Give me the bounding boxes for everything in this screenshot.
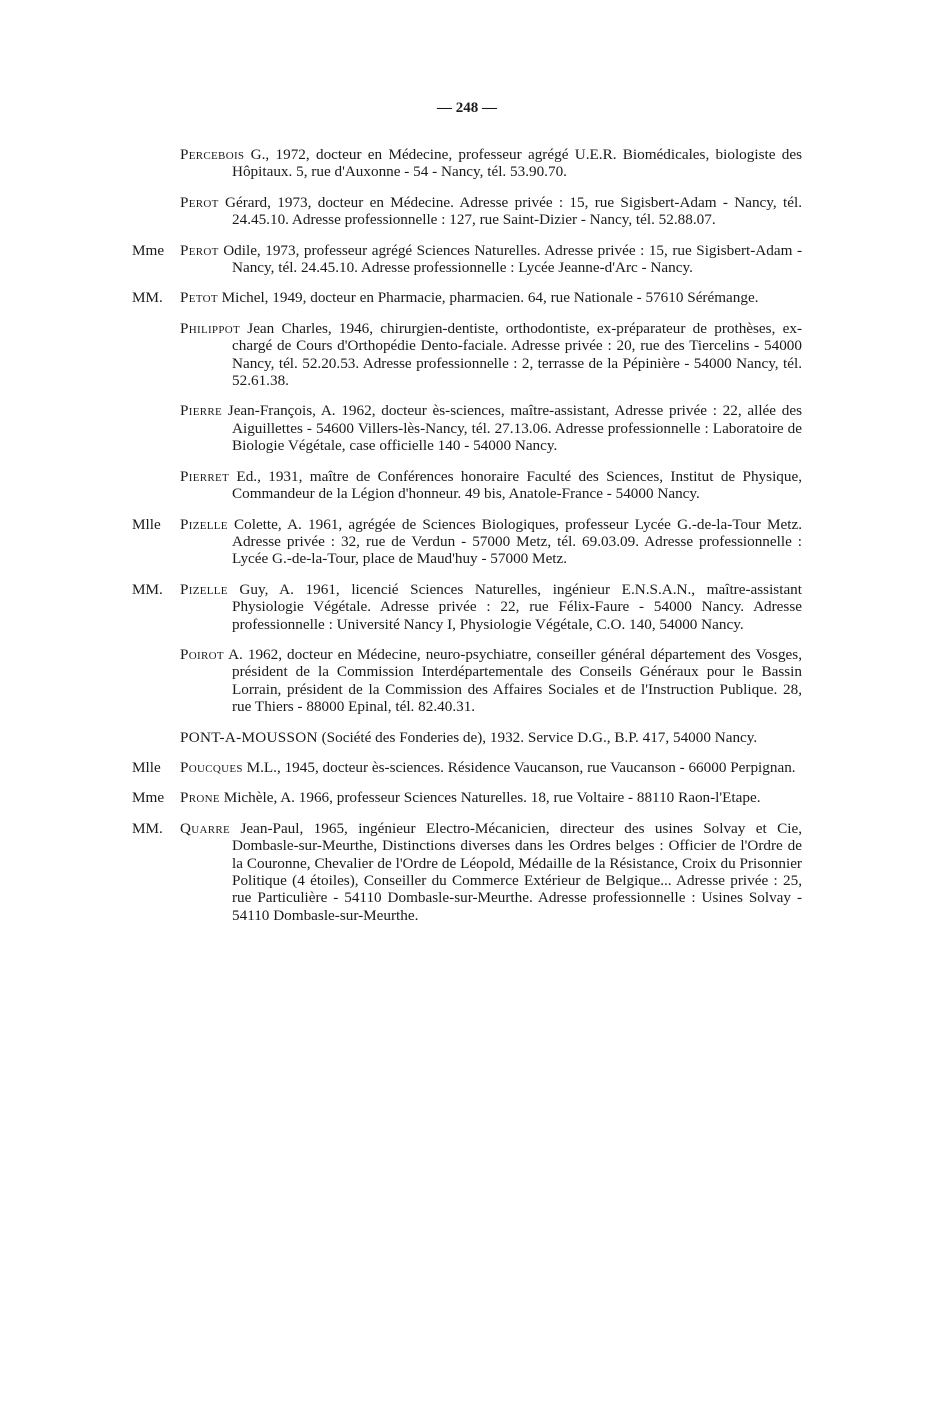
- entry-surname: Perot: [180, 193, 219, 211]
- directory-entry: [132, 320, 802, 390]
- entry-details: Guy, A. 1961, licencié Sciences Naturelles, ingénieur E.N.S.A.N., maître-assistant Physiologie Végétale. Adresse privée : 22, rue Félix-Faure - 54000 Nancy. Adresse professionnelle : Université Nancy I, Physiologie Végétale, C.O. 140, 54000 Nancy.: [232, 580, 802, 633]
- entry-surname: Poucques: [180, 758, 243, 776]
- directory-entry: [132, 468, 802, 503]
- entry-title-prefix: MM.: [132, 289, 163, 307]
- entry-surname: Prone: [180, 789, 220, 807]
- entry-details: Gérard, 1973, docteur en Médecine. Adresse privée : 15, rue Sigisbert-Adam - Nancy, tél. 24.45.10. Adresse professionnelle : 127, rue Saint-Dizier - Nancy, tél. 52.88.07.: [224, 193, 802, 229]
- directory-entry: [132, 729, 802, 746]
- directory-entry: [132, 194, 802, 229]
- entry-title-prefix: Mlle: [132, 758, 161, 776]
- directory-entry: [132, 759, 802, 776]
- entry-surname: Petot: [180, 289, 218, 307]
- directory-entry: [132, 581, 802, 633]
- directory-entry: [132, 646, 802, 716]
- entry-details: G., 1972, docteur en Médecine, professeur agrégé U.E.R. Biomédicales, biologiste des Hôpitaux. 5, rue d'Auxonne - 54 - Nancy, tél. 53.90.70.: [232, 146, 803, 181]
- directory-entry: [132, 146, 802, 181]
- entry-surname: Philippot: [180, 319, 241, 337]
- directory-entry: [132, 820, 802, 924]
- entry-details: Michèle, A. 1966, professeur Sciences Naturelles. 18, rue Voltaire - 88110 Raon-l'Etape.: [223, 789, 761, 807]
- entry-details: Jean-Paul, 1965, ingénieur Electro-Mécanicien, directeur des usines Solvay et Cie, Dombasle-sur-Meurthe, Distinctions diverses dans les Ordres belges : Officier de l'Ordre de la Couronne, Chevalier de l'Ordre de Léopold, Médaille de la Résistance, Croix du Prisonnier Politique (4 étoiles), Conseiller du Commerce Extérieur de Belgique... Adresse privée : 25, rue Particulière - 54110 Dombasle-sur-Meurthe. Adresse professionnelle : Usines Solvay - 54110 Dombasle-sur-Meurthe.: [232, 819, 803, 924]
- entry-details: (Société des Fonderies de), 1932. Service D.G., B.P. 417, 54000 Nancy.: [321, 728, 758, 746]
- entry-surname: Pierret: [180, 467, 230, 485]
- directory-entry: [132, 789, 802, 806]
- entry-surname: Quarre: [180, 819, 231, 837]
- entry-surname: Pierre: [180, 402, 223, 420]
- entry-title-prefix: Mme: [132, 789, 165, 807]
- entry-surname: PONT-A-MOUSSON: [180, 728, 318, 746]
- entry-details: Jean Charles, 1946, chirurgien-dentiste, orthodontiste, ex-préparateur de prothèses, ex-chargé de Cours d'Orthopédie Dento-faciale. Adresse privée : 20, rue des Tiercelins - 54000 Nancy, tél. 52.20.53. Adresse professionnelle : 2, terrasse de la Pépinière - 54000 Nancy, tél. 52.61.38.: [232, 319, 802, 390]
- entry-details: M.L., 1945, docteur ès-sciences. Résidence Vaucanson, rue Vaucanson - 66000 Perpignan.: [246, 758, 796, 776]
- entry-surname: Percebois: [180, 146, 245, 163]
- page-number: — 248 —: [437, 100, 497, 116]
- directory-entry: [132, 242, 802, 277]
- entry-details: Odile, 1973, professeur agrégé Sciences Naturelles. Adresse privée : 15, rue Sigisbert-Adam - Nancy, tél. 24.45.10. Adresse professionnelle : Lycée Jeanne-d'Arc - Nancy.: [223, 241, 802, 277]
- entry-surname: Perot: [180, 241, 219, 259]
- entry-title-prefix: Mme: [132, 241, 165, 259]
- entry-details: Colette, A. 1961, agrégée de Sciences Biologiques, professeur Lycée G.-de-la-Tour Metz. Adresse privée : 32, rue de Verdun - 57000 Metz, tél. 69.03.09. Adresse professionnelle : Lycée G.-de-la-Tour, place de Maud'huy - 57000 Metz.: [232, 515, 802, 568]
- entry-title-prefix: MM.: [132, 819, 163, 837]
- directory-list: [132, 146, 802, 937]
- entry-surname: Pizelle: [180, 580, 228, 598]
- entry-title-prefix: MM.: [132, 580, 163, 598]
- directory-entry: [132, 402, 802, 454]
- entry-details: Michel, 1949, docteur en Pharmacie, pharmacien. 64, rue Nationale - 57610 Sérémange.: [221, 289, 759, 307]
- entry-details: Jean-François, A. 1962, docteur ès-sciences, maître-assistant, Adresse privée : 22, allée des Aiguillettes - 54600 Villers-lès-Nancy, tél. 27.13.06. Adresse professionnelle : Laboratoire de Biologie Végétale, case officielle 140 - 54000 Nancy.: [227, 402, 803, 455]
- directory-entry: [132, 516, 802, 568]
- entry-surname: Pizelle: [180, 515, 228, 533]
- directory-entry: [132, 289, 802, 306]
- entry-title-prefix: Mlle: [132, 515, 161, 533]
- entry-surname: Poirot: [180, 645, 224, 663]
- entry-details: Ed., 1931, maître de Conférences honoraire Faculté des Sciences, Institut de Physique, Commandeur de la Légion d'honneur. 49 bis, Anatole-France - 54000 Nancy.: [232, 467, 803, 503]
- entry-details: A. 1962, docteur en Médecine, neuro-psychiatre, conseiller général département des Vosges, président de la Commission Interdépartementale des Conseils Généraux pour le Bassin Lorrain, président de la Commission des Affaires Sociales et de l'Instruction Publique. 28, rue Thiers - 88000 Epinal, tél. 82.40.31.: [228, 645, 802, 716]
